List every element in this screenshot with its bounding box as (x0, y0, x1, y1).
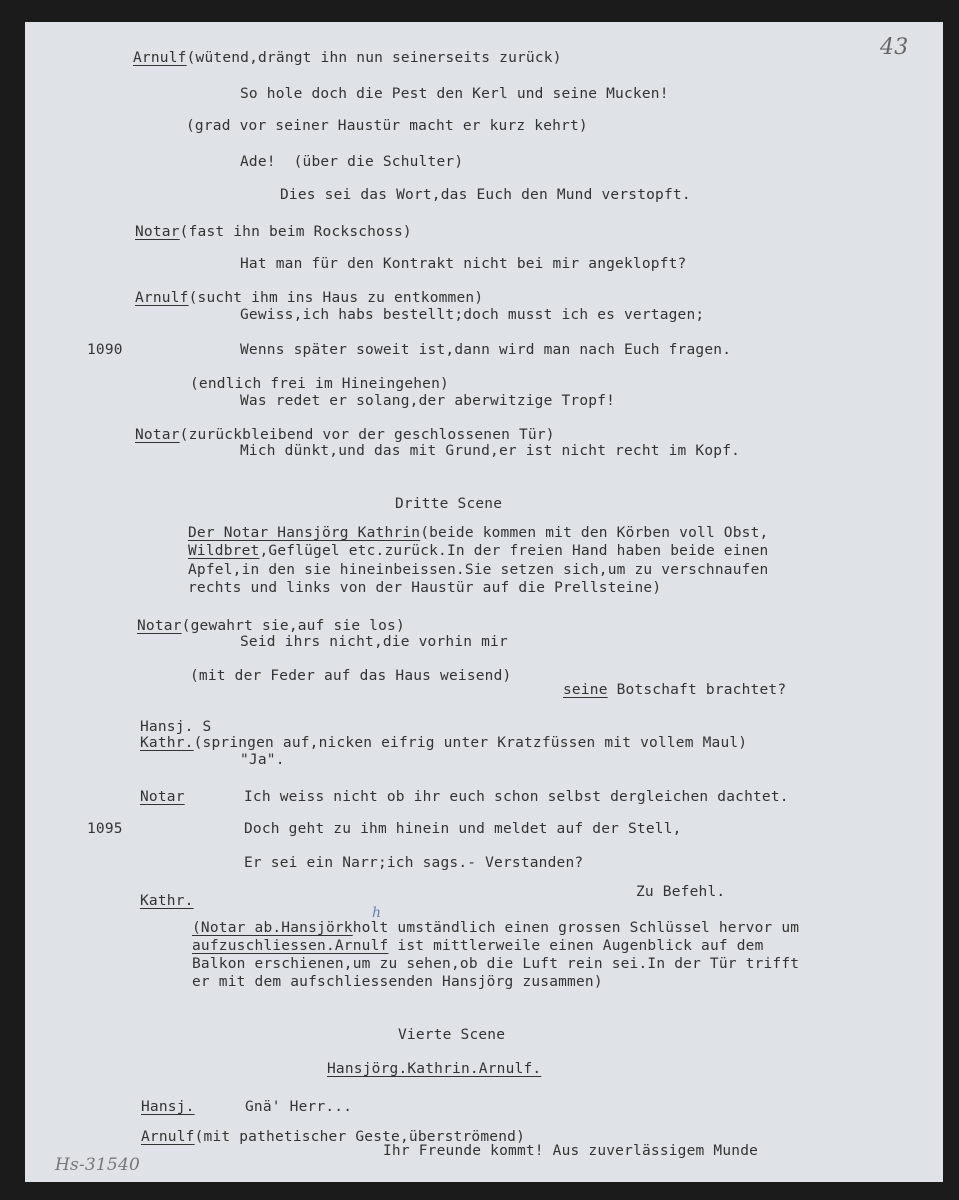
speaker-name: Notar (140, 789, 185, 805)
text-line (240, 752, 285, 768)
line-text: Doch geht zu ihm hinein und meldet auf der Stell, (244, 821, 682, 837)
text-line (190, 668, 511, 684)
line-text: (wütend,drängt ihn nun seinerseits zurück) (186, 50, 562, 66)
line-text: (mit der Feder auf das Haus weisend) (190, 668, 512, 684)
line-text: Zu Befehl. (636, 884, 726, 900)
speaker-name: Kathr. (140, 735, 194, 751)
text-line (87, 821, 123, 837)
speaker-name: Notar (135, 427, 180, 443)
text-line (398, 1027, 505, 1043)
text-line (188, 580, 661, 596)
text-line (141, 1099, 195, 1115)
text-line (188, 562, 768, 578)
archive-signature: Hs-31540 (55, 1155, 140, 1175)
text-line (140, 719, 211, 735)
speaker-name: aufzuschliessen.Arnulf (192, 938, 389, 954)
text-line (280, 187, 691, 203)
line-text: Balkon erschienen,um zu sehen,ob die Luft rein sei.In der Tür trifft (192, 956, 800, 972)
speaker-name: Notar (135, 224, 180, 240)
text-line (240, 256, 687, 272)
speaker-name: (Notar ab.Hansjörk (192, 920, 353, 936)
speaker-name: Arnulf (135, 290, 189, 306)
verse-number: 1090 (87, 342, 123, 358)
text-line (192, 974, 603, 990)
line-text: ist mittlerweile einen Augenblick auf dem (388, 938, 764, 954)
line-text: Gnä' Herr... (245, 1099, 353, 1115)
text-line (192, 920, 799, 936)
line-text: holt umständlich einen grossen Schlüssel hervor um (352, 920, 800, 936)
text-line (87, 342, 123, 358)
line-text: Dritte Scene (395, 496, 503, 512)
line-text: Vierte Scene (398, 1027, 506, 1043)
text-line (244, 821, 682, 837)
text-line (563, 682, 786, 698)
text-line (140, 893, 194, 909)
speaker-name: Arnulf (141, 1129, 195, 1145)
text-line (188, 543, 768, 559)
text-line (327, 1061, 541, 1077)
line-text: (fast ihn beim Rockschoss) (179, 224, 412, 240)
speaker-name: Kathr. (140, 893, 194, 909)
text-line (133, 50, 562, 66)
text-line (240, 154, 463, 170)
line-text: Er sei ein Narr;ich sags.- Verstanden? (244, 855, 584, 871)
text-line (137, 618, 405, 634)
page-number: 43 (880, 35, 909, 60)
text-line (192, 956, 799, 972)
line-text: Hansj. S (140, 719, 212, 735)
line-text: (zurückbleibend vor der geschlossenen Tür) (179, 427, 555, 443)
speaker-name: Hansj. (141, 1099, 195, 1115)
line-text: Mich dünkt,und das mit Grund,er ist nicht recht im Kopf. (240, 443, 741, 459)
line-text: Gewiss,ich habs bestellt;doch musst ich es vertagen; (240, 307, 705, 323)
text-line (188, 525, 768, 541)
text-line (383, 1143, 758, 1159)
line-text: Was redet er solang,der aberwitzige Tropf! (240, 393, 616, 409)
text-line (240, 443, 740, 459)
text-line (135, 427, 555, 443)
text-line (240, 342, 731, 358)
line-text: "Ja". (240, 752, 285, 768)
speaker-name: Wildbret (188, 543, 260, 559)
text-line (192, 938, 764, 954)
line-text: Dies sei das Wort,das Euch den Mund verstopft. (280, 187, 691, 203)
line-text: (springen auf,nicken eifrig unter Kratzfüssen mit vollem Maul) (193, 735, 748, 751)
line-text: (sucht ihm ins Haus zu entkommen) (188, 290, 484, 306)
line-text: (gewahrt sie,auf sie los) (181, 618, 405, 634)
text-line (395, 496, 502, 512)
text-line (244, 789, 789, 805)
text-line (240, 393, 615, 409)
line-text: (endlich frei im Hineingehen) (190, 376, 449, 392)
handwritten-correction: h (372, 905, 382, 921)
text-line (135, 224, 412, 240)
line-text: ,Geflügel etc.zurück.In der freien Hand haben beide einen (259, 543, 769, 559)
text-line (636, 884, 725, 900)
text-line (240, 307, 704, 323)
text-line (140, 735, 747, 751)
text-line (244, 855, 583, 871)
line-text: Ich weiss nicht ob ihr euch schon selbst dergleichen dachtet. (244, 789, 789, 805)
line-text: Hat man für den Kontrakt nicht bei mir angeklopft? (240, 256, 687, 272)
text-line (186, 118, 588, 134)
text-line (140, 789, 185, 805)
speaker-name: seine (563, 682, 608, 698)
text-line (240, 86, 669, 102)
line-text: Botschaft brachtet? (607, 682, 787, 698)
line-text: Ade! (über die Schulter) (240, 154, 464, 170)
line-text: er mit dem aufschliessenden Hansjörg zusammen) (192, 974, 603, 990)
text-line (135, 290, 483, 306)
line-text: Apfel,in den sie hineinbeissen.Sie setzen sich,um zu verschnaufen (188, 562, 769, 578)
text-line (245, 1099, 352, 1115)
text-line (190, 376, 449, 392)
line-text: (grad vor seiner Haustür macht er kurz kehrt) (186, 118, 588, 134)
speaker-name: Arnulf (133, 50, 187, 66)
line-text: (beide kommen mit den Körben voll Obst, (420, 525, 769, 541)
speaker-name: Notar (137, 618, 182, 634)
speaker-name: Der Notar Hansjörg Kathrin (188, 525, 421, 541)
line-text: (mit pathetischer Geste,überströmend) (194, 1129, 525, 1145)
text-line (240, 634, 508, 650)
line-text: So hole doch die Pest den Kerl und seine Mucken! (240, 86, 669, 102)
line-text: rechts und links von der Haustür auf die Prellsteine) (188, 580, 662, 596)
speaker-name: Hansjörg.Kathrin.Arnulf. (327, 1061, 542, 1077)
line-text: Wenns später soweit ist,dann wird man nach Euch fragen. (240, 342, 732, 358)
verse-number: 1095 (87, 821, 123, 837)
line-text: Seid ihrs nicht,die vorhin mir (240, 634, 508, 650)
line-text: Ihr Freunde kommt! Aus zuverlässigem Munde (383, 1143, 759, 1159)
